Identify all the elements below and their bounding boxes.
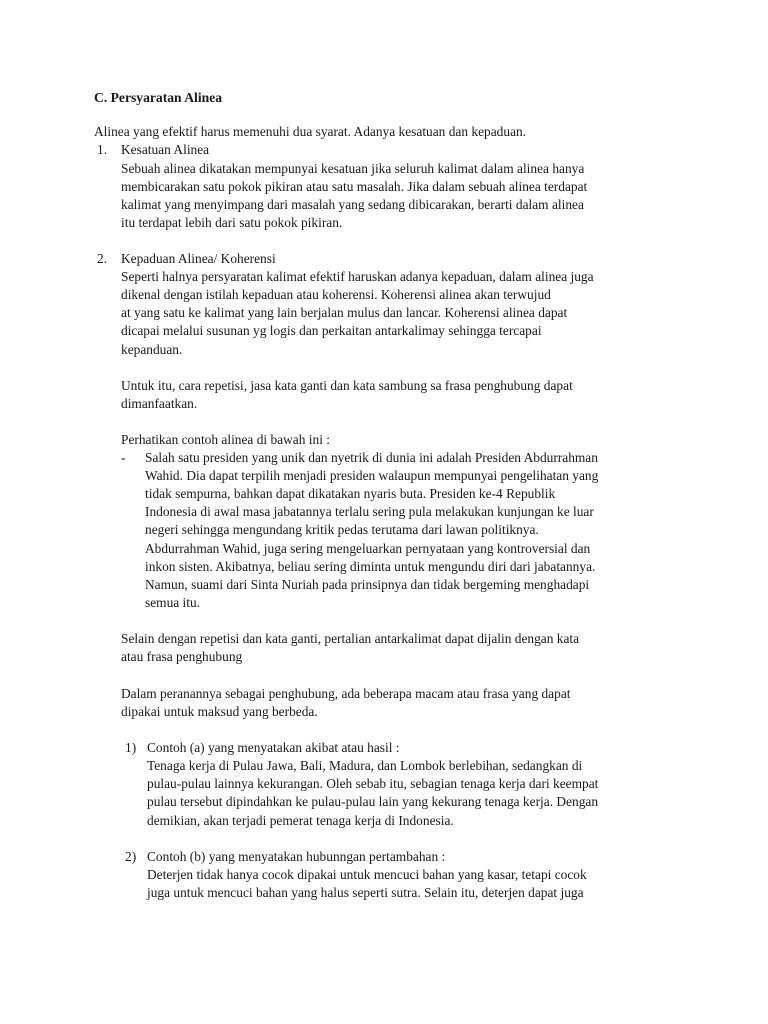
repetisi-line: Untuk itu, cara repetisi, jasa kata ganti dan kata sambung sa frasa penghubung dapat [121, 378, 573, 393]
bullet-line: tidak sempurna, bahkan dapat dikatakan nyaris buta. Presiden ke-4 Republik [145, 486, 556, 501]
item2-title: Kepaduan Alinea/ Koherensi [121, 251, 276, 266]
example1-line: Tenaga kerja di Pulau Jawa, Bali, Madura, dan Lombok berlebihan, sedangkan di [147, 758, 583, 773]
bullet-line: negeri sehingga mengundang kritik pedas terutama dari lawan politiknya. [145, 522, 539, 537]
example2-line: Deterjen tidak hanya cocok dipakai untuk mencuci bahan yang kasar, tetapi cocok [147, 867, 587, 882]
bullet-line: Wahid. Dia dapat terpilih menjadi presiden walaupun mempunyai pengelihatan yang [145, 468, 599, 483]
bullet-line: Namun, suami dari Sinta Nuriah pada prinsipnya dan tidak bergeming menghadapi [145, 577, 590, 592]
example2-title: Contoh (b) yang menyatakan hubunngan pertambahan : [147, 849, 446, 864]
item1-line: Sebuah alinea dikatakan mempunyai kesatuan jika seluruh kalimat dalam alinea hanya [121, 161, 585, 176]
bullet-marker: - [121, 450, 126, 465]
bullet-line: semua itu. [145, 595, 201, 610]
intro-paragraph: Alinea yang efektif harus memenuhi dua syarat. Adanya kesatuan dan kepaduan. [94, 124, 527, 139]
item1-marker: 1. [97, 142, 108, 157]
bullet-line: inkon sisten. Akibatnya, beliau sering diminta untuk mengundu diri dari jabatannya. [145, 559, 596, 574]
example1-line: demikian, akan terjadi pemerat tenaga kerja di Indonesia. [147, 813, 454, 828]
example2-marker: 2) [125, 849, 137, 864]
item1-line: itu terdapat lebih dari satu pokok pikiran. [121, 215, 343, 230]
selain-line: Selain dengan repetisi dan kata ganti, pertalian antarkalimat dapat dijalin dengan kata [121, 631, 580, 646]
selain-line: atau frasa penghubung [121, 649, 243, 664]
item2-marker: 2. [97, 251, 108, 266]
item1-title: Kesatuan Alinea [121, 142, 210, 157]
example1-marker: 1) [125, 740, 137, 755]
item2-line: Seperti halnya persyaratan kalimat efektif haruskan adanya kepaduan, dalam alinea juga [121, 269, 594, 284]
peranan-line: Dalam peranannya sebagai penghubung, ada beberapa macam atau frasa yang dapat [121, 686, 571, 701]
contoh-intro: Perhatikan contoh alinea di bawah ini : [121, 432, 330, 447]
example1-title: Contoh (a) yang menyatakan akibat atau hasil : [147, 740, 400, 755]
section-heading: C. Persyaratan Alinea [94, 90, 222, 105]
item2-line: at yang satu ke kalimat yang lain berjalan mulus dan lancar. Koherensi alinea dapat [121, 305, 568, 320]
bullet-line: Abdurrahman Wahid, juga sering mengeluarkan pernyataan yang kontroversial dan [145, 541, 591, 556]
example1-line: pulau tersebut dipindahkan ke pulau-pulau lain yang kekurang tenaga kerja. Dengan [147, 794, 599, 809]
item1-line: membicarakan satu pokok pikiran atau satu masalah. Jika dalam sebuah alinea terdapat [121, 179, 588, 194]
peranan-line: dipakai untuk maksud yang berbeda. [121, 704, 318, 719]
example1-line: pulau-pulau lainnya kekurangan. Oleh sebab itu, sebagian tenaga kerja dari keempat [147, 776, 599, 791]
bullet-line: Indonesia di awal masa jabatannya terlalu sering pula melakukan kunjungan ke luar [145, 504, 594, 519]
item2-line: dicapai melalui susunan yg logis dan perkaitan antarkalimay sehingga tercapai [121, 323, 542, 338]
repetisi-line: dimanfaatkan. [121, 396, 198, 411]
item2-line: kepanduan. [121, 342, 183, 357]
item1-line: kalimat yang menyimpang dari masalah yang sedang dibicarakan, berarti dalam alinea [121, 197, 584, 212]
item2-line: dikenal dengan istilah kepaduan atau koherensi. Koherensi alinea akan terwujud [121, 287, 551, 302]
bullet-line: Salah satu presiden yang unik dan nyetrik di dunia ini adalah Presiden Abdurrahman [145, 450, 598, 465]
example2-line: juga untuk mencuci bahan yang halus seperti sutra. Selain itu, deterjen dapat juga [147, 885, 584, 900]
